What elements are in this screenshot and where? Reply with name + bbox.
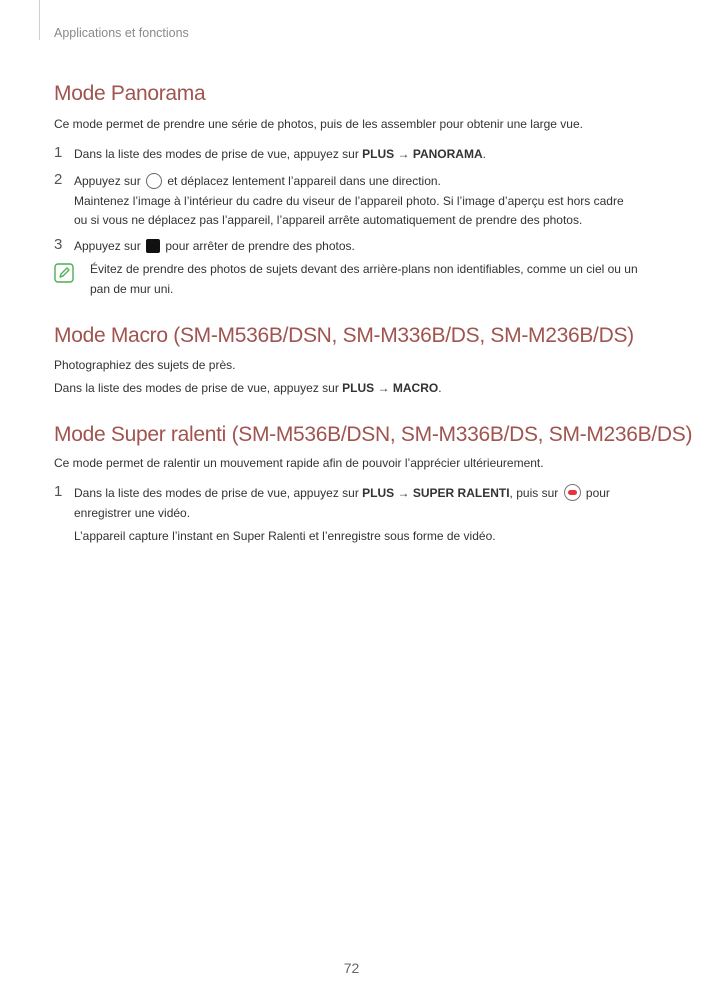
- step-text: , puis sur: [509, 486, 562, 500]
- super-slow-label: SUPER RALENTI: [412, 486, 510, 500]
- super-slow-step-1: [54, 484, 654, 523]
- panorama-label: PANORAMA: [412, 147, 483, 161]
- page-number: 72: [343, 960, 360, 976]
- panorama-intro: Ce mode permet de prendre une série de photos, puis de les assembler pour obtenir une large vue.: [54, 117, 583, 131]
- plus-label: PLUS: [342, 381, 375, 395]
- period: .: [438, 381, 442, 395]
- step-number: 3: [54, 236, 63, 253]
- macro-label: MACRO: [392, 381, 439, 395]
- super-slow-intro: Ce mode permet de ralentir un mouvement rapide afin de pouvoir l’apprécier ultérieurement.: [54, 456, 544, 470]
- step-number: 2: [54, 171, 63, 188]
- macro-title: Mode Macro (SM-M536B/DSN, SM-M336B/DS, SM-M236B/DS): [54, 324, 634, 347]
- step-number: 1: [54, 144, 63, 161]
- note-text: Évitez de prendre des photos de sujets devant des arrière-plans non identifiables, comme un ciel ou un pan de mur uni.: [90, 262, 638, 296]
- step-detail: Maintenez l’image à l’intérieur du cadre du viseur de l’appareil photo. Si l’image d’aperçu est hors cadre: [74, 193, 624, 208]
- shutter-circle-icon: [146, 173, 162, 189]
- arrow: →: [394, 486, 413, 500]
- step-text: Dans la liste des modes de prise de vue, appuyez sur: [74, 486, 363, 500]
- step-text: Appuyez sur: [74, 174, 145, 188]
- step-number: 1: [54, 483, 63, 500]
- note-pencil-icon: [54, 263, 74, 283]
- step-detail: ou si vous ne déplacez pas l’appareil, l’appareil arrête automatiquement de prendre des photos.: [74, 213, 583, 227]
- arrow: →: [374, 381, 393, 395]
- record-icon: [564, 484, 581, 501]
- step-text: pour arrêter de prendre des photos.: [162, 239, 355, 253]
- super-slow-title: Mode Super ralenti (SM-M536B/DSN, SM-M336B/DS, SM-M236B/DS): [54, 423, 693, 446]
- panorama-step-1: [54, 145, 654, 165]
- macro-line-1: Photographiez des sujets de près.: [54, 358, 236, 372]
- super-slow-followup: L’appareil capture l’instant en Super Ralenti et l’enregistre sous forme de vidéo.: [74, 529, 496, 543]
- breadcrumb: Applications et fonctions: [54, 26, 189, 40]
- panorama-step-3: [54, 237, 654, 257]
- step-text: Appuyez sur: [74, 239, 145, 253]
- margin-rule: [39, 0, 40, 40]
- arrow: →: [394, 147, 413, 161]
- stop-square-icon: [146, 239, 160, 253]
- plus-label: PLUS: [362, 147, 395, 161]
- note-callout: [54, 260, 654, 299]
- panorama-step-2: [54, 172, 654, 231]
- step-text: Dans la liste des modes de prise de vue, appuyez sur: [74, 147, 363, 161]
- period: .: [482, 147, 486, 161]
- macro-line-2: [54, 379, 442, 398]
- step-text: et déplacez lentement l’appareil dans une direction.: [164, 174, 441, 188]
- step-text: pour: [582, 486, 610, 500]
- plus-label: PLUS: [362, 486, 395, 500]
- step-detail: enregistrer une vidéo.: [74, 505, 191, 520]
- step-text: Dans la liste des modes de prise de vue, appuyez sur: [54, 381, 343, 395]
- panorama-title: Mode Panorama: [54, 82, 206, 105]
